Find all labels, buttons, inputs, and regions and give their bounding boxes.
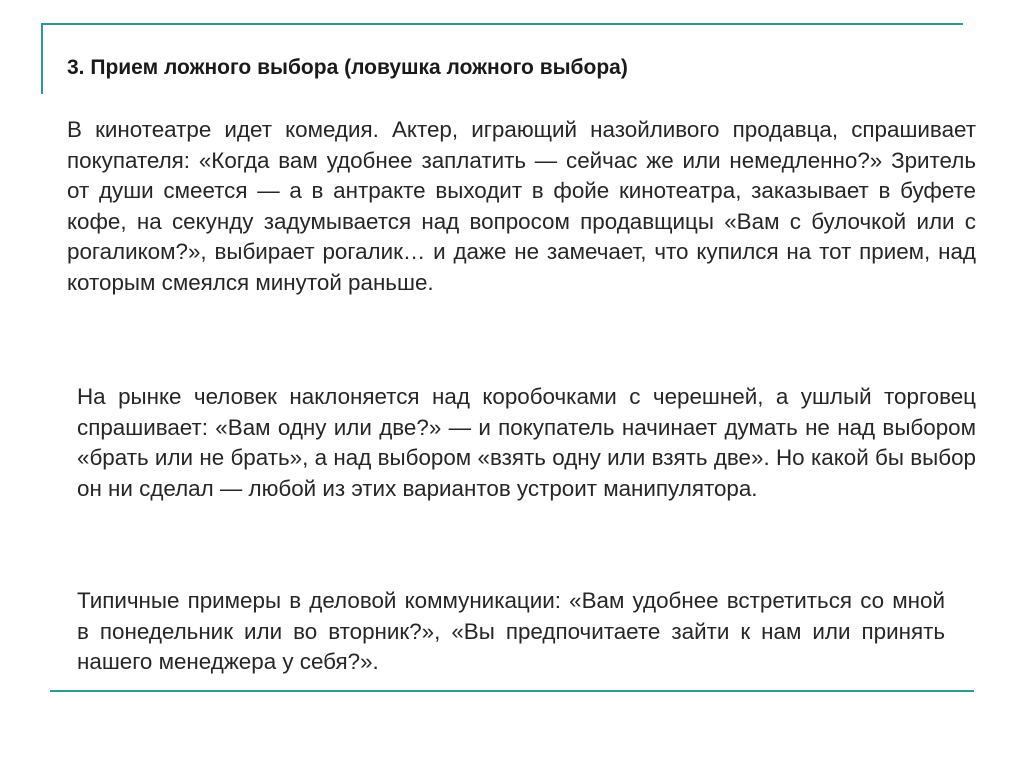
paragraph-market: На рынке человек наклоняется над коробочками с черешней, а ушлый торговец спрашивает: «Вам одну или две?» — и покупатель начинает думать не над выбором «брать или не брать», а над выбором «взять одну или взять две». Но какой бы выбор он ни сделал — любой из этих вариантов устроит манипулятора.	[77, 384, 976, 501]
paragraph-business: Типичные примеры в деловой коммуникации: «Вам удобнее встретиться со мной в понедельник или во вторник?», «Вы предпочитаете зайти к нам или принять нашего менеджера у себя?».	[77, 588, 945, 674]
slide-title: 3. Прием ложного выбора (ловушка ложного выбора)	[67, 56, 628, 79]
bottom-divider	[50, 690, 974, 692]
paragraph-cinema: В кинотеатре идет комедия. Актер, играющий назойливого продавца, спрашивает покупателя: «Когда вам удобнее заплатить — сейчас же или немедленно?» Зритель от души смеется — а в антракте выходит в фойе кинотеатра, заказывает в буфете кофе, на секунду задумывается над вопросом продавщицы «Вам с булочкой или с рогаликом?», выбирает рогалик… и даже не замечает, что купился на тот прием, над которым смеялся минутой раньше.	[67, 117, 976, 295]
top-divider	[41, 23, 963, 25]
left-divider	[41, 23, 43, 94]
